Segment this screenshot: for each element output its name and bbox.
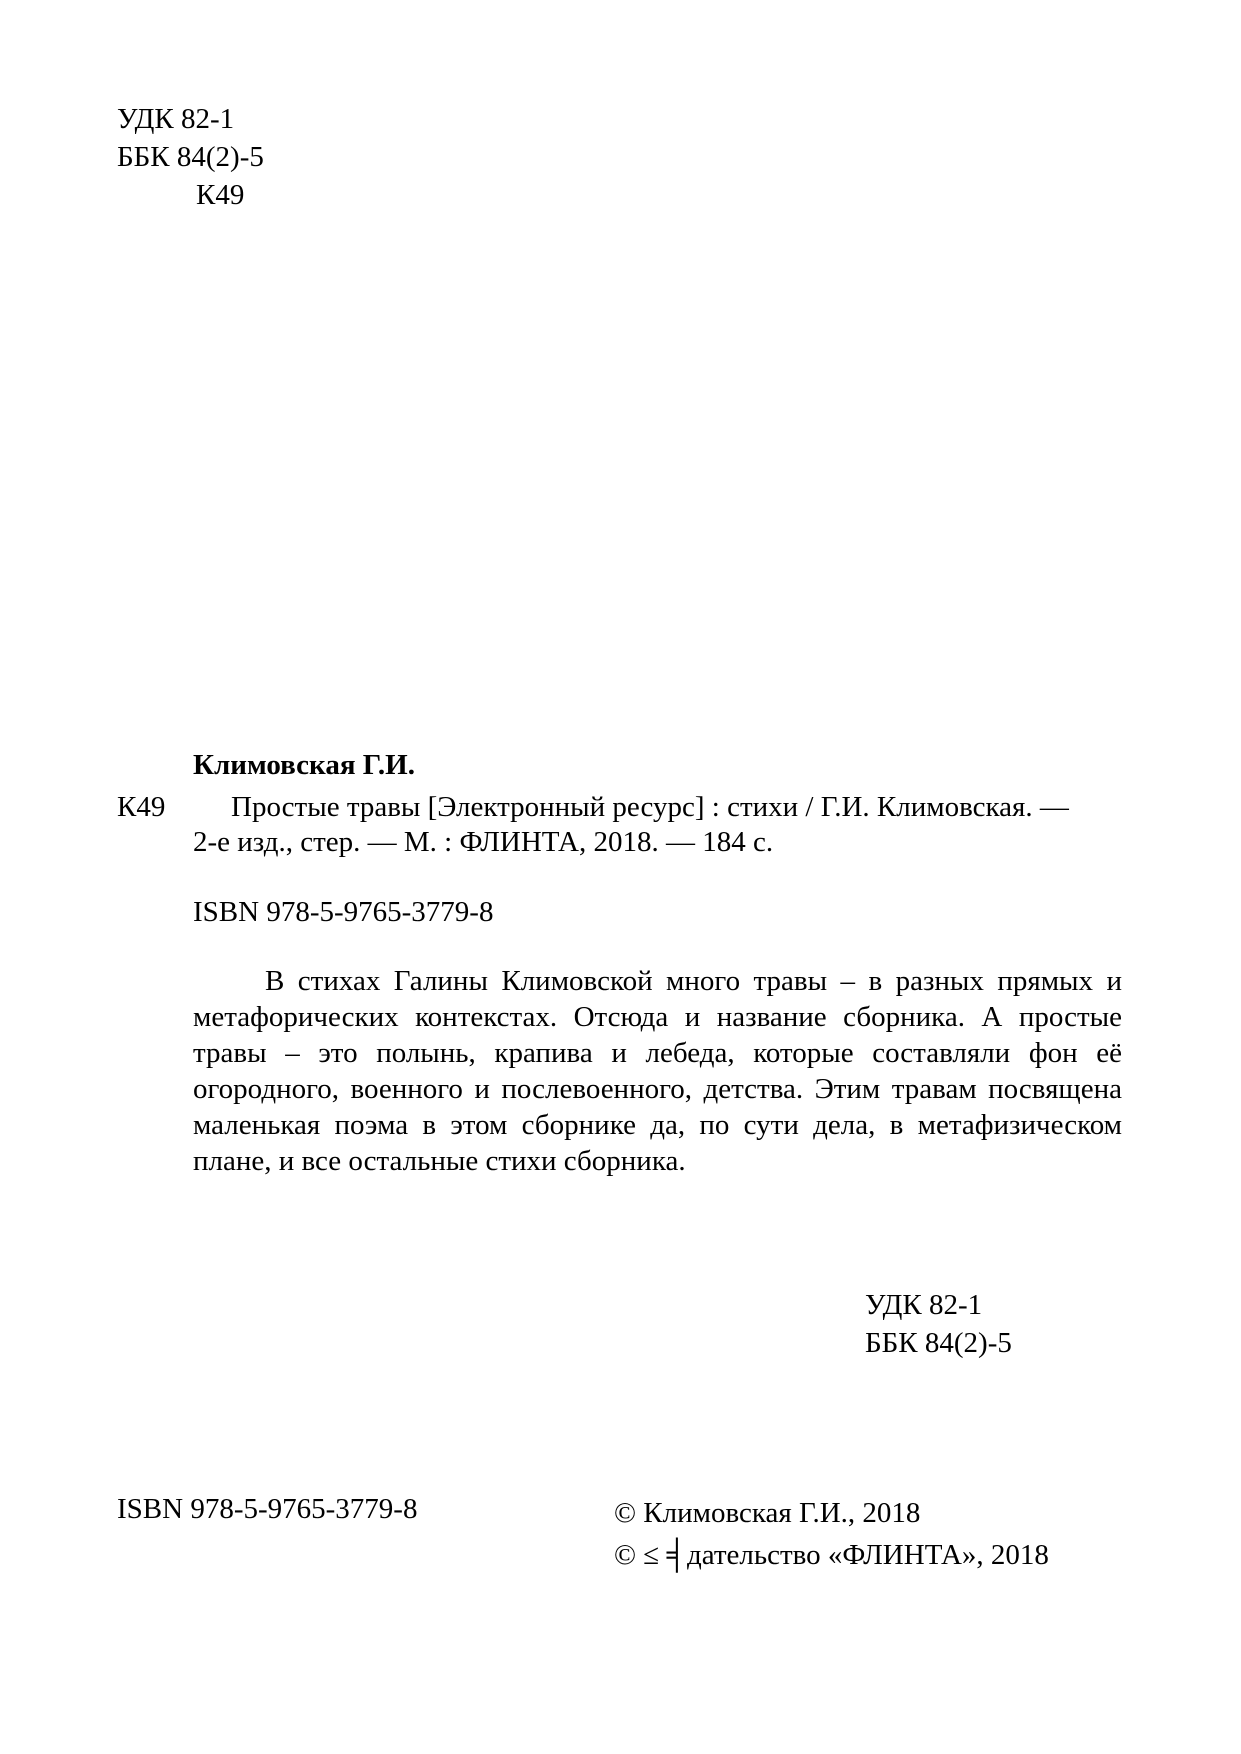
udk-code: УДК 82-1 [865,1289,983,1321]
bbk-code: ББК 84(2)-5 [117,141,264,173]
udk-code: УДК 82-1 [117,103,235,135]
title-statement: Простые травы [Электронный ресурс] : стихи / Г.И. Климовская. — [231,791,1069,823]
abstract-paragraph: В стихах Галины Климовской много травы – в разных прямых и метафорических контекстах. Отсюда и название сборника. А простые травы – это полынь, крапива и лебеда, которые составляли фон её огородного, военного и послевоенного, детства. Этим травам посвящена маленькая поэма в этом сборнике да, по сути дела, в метафизическом плане, и все остальные стихи сборника. [193,965,1122,1177]
author-name: Климовская Г.И. [193,749,415,781]
author-mark: К49 [196,179,245,211]
bbk-code: ББК 84(2)-5 [865,1327,1012,1359]
isbn-footer: ISBN 978-5-9765-3779-8 [117,1493,418,1525]
classification-codes-bottom [865,1286,1012,1362]
copyright-block [614,1492,1049,1576]
isbn-record: ISBN 978-5-9765-3779-8 [193,896,494,928]
copyright-publisher: © ≤ ╡дательство «ФЛИНТА», 2018 [614,1539,1049,1571]
copyright-author: © Климовская Г.И., 2018 [614,1497,921,1529]
edition-statement: 2-е изд., стер. — М. : ФЛИНТА, 2018. — 184 с. [193,826,774,858]
classification-codes-top [117,100,264,214]
catalog-author-mark: К49 [117,791,166,823]
